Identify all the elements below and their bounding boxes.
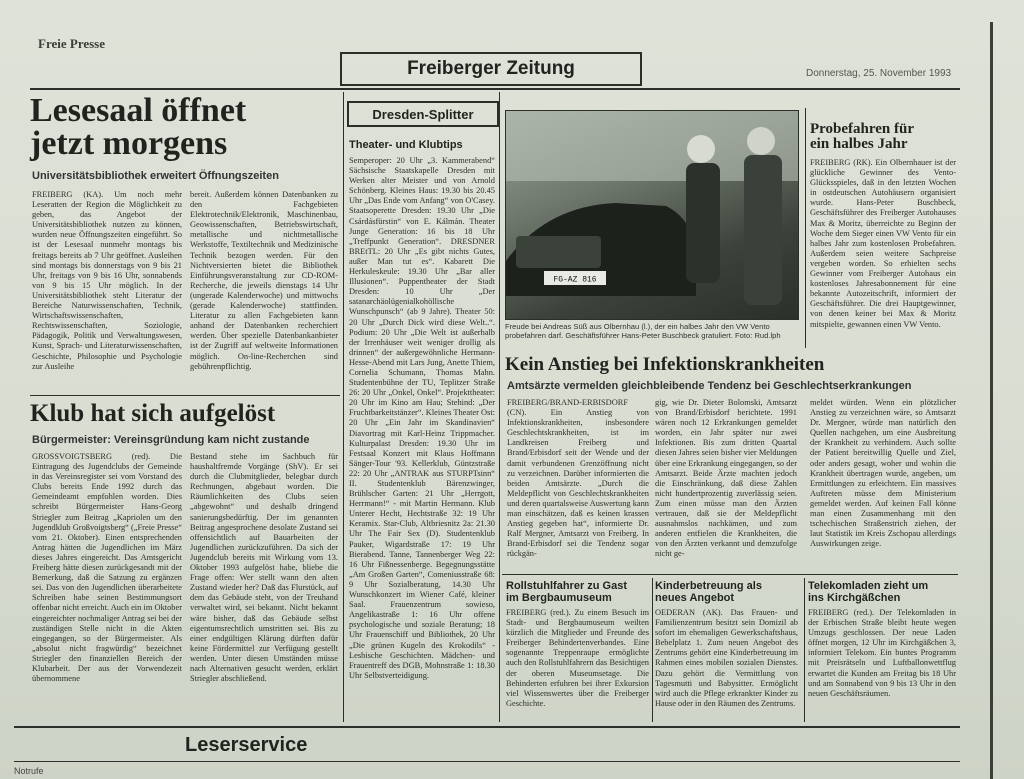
klub-column-2: Bestand stehe im Sachbuch für haushaltfremde Vorgänge (ShV). Er sei durch die Clubmitglieder, belegbar durch Rechnungen, abgebaut worden. Die Räumlichkeiten des Clubs seien „abgewohnt“ und deshalb dringend sanierungsbedürftig. Der im genannten Beitrag angesprochene desolate Zustand sei offensichtlich auf Bauarbeiten der Jugendlichen zurückzuführen. Da sich der Jugendclub bereits mit Wirkung vom 13. Oktober 1993 aufgelöst habe, bliebe die Frage offen: Wer stellt wann den alten Zustand wieder her? Daß das Flurstück, auf dem das Gebäude steht, von der Treuhand verwaltet wird, sei bekannt. Nicht bekannt wäre bisher, daß das Gebäude selbst eigentumsrechtlich umstritten sei. Bis zu einer endgültigen Klärung dürften dafür keine Fördermittel zur Verfügung gestellt werden. Unter diesen Umständen müsse nach Alternativen gesucht werden, erklärt Striegler abschließend. [190, 452, 338, 684]
infektion-column-3: meldet würden. Wenn ein plötzlicher Anstieg zu verzeichnen wäre, so Amtsarzt Dr. Mergner, würde man natürlich den Quellen nachgehen, um eine Ausbreitung der Krankheit zu verhindern. Auch sollte der Patient bereitwillig Quelle und Ziel, oder anders gesagt, woher und wohin die Krankheit übertragen wurde, angeben, um Ermittlungen zu erleichtern. Ein massives Auftreten müsse dem Ministerium gemeldet werden. Auf keinen Fall könne man einen Zusammenhang mit den tschechischen Straßenstrich ziehen, der laut Statistik im Kreis Zschopau allerdings Auswirkungen zeige. [810, 398, 956, 549]
telekom-headline-line2: ins Kirchgäßchen [808, 592, 901, 604]
klub-column-1: GROSSVOIGTSBERG (red). Die Eintragung des Jugendclubs der Gemeinde in das Vereinsregister sei vom Vorstand des Clubs bereits Ende 1992 durch das Gemeindeamt empfohlen worden. Dies schreibt Bürgermeister Hans-Georg Striegler zum Beitrag „Kapriolen um den Jugendklub Großvoigtsberg“ („Freie Presse“ vom 21. Oktober). Einen entsprechenden Antrag hätten die Jugendlichen im März dieses Jahres eingereicht. Das Amtsgericht Freiberg hätte diesen zurückgesandt mit der Bemerkung, daß die Satzung zu ergänzen sei. Das von den Jugendlichen überarbeitete Schreiben habe seinen Bestimmungsort offenbar nicht erreicht. Auch ein im Oktober eingereichter nochmaliger Antrag sei bei der zuständigen Stelle nicht in die Akten eingegangen, so der Bürgermeister. Als „absolut nicht fragwürdig“ bezeichnet Striegler den finanziellen Bereich der Klubarbeit. Der aus der Vorwendezeit übernommene [32, 452, 182, 684]
kinder-text: OEDERAN (AK). Das Frauen- und Familienzentrum besitzt sein Domizil ab sofort im ehemaligen Gewerkschaftshaus, Bebelplatz 1. Zum neuen Angebot des Zentrums gehört eine Kinderbetreuung im Rahmen eines mobilen sozialen Dienstes. Dazu gehört die Vermittlung von Tagesmutti und Babysitter. Ermöglicht wird auch die Pflege erkrankter Kinder zu Hause oder in den Räumen des Zentrums. [655, 608, 798, 708]
column-rule [343, 92, 344, 722]
divider [30, 395, 340, 396]
section-title: Freiberger Zeitung [340, 52, 642, 86]
kinder-headline-line1: Kinderbetreuung als [655, 580, 762, 592]
lesesaal-headline [30, 94, 330, 161]
lesesaal-subheadline: Universitätsbibliothek erweitert Öffnungszeiten [32, 170, 279, 182]
lesesaal-column-2: bereit. Außerdem können Datenbanken zu den Fachgebieten Elektrotechnik/Elektronik, Maschinenbau, Geowissenschaften, Betriebswirtschaft, metallische und nichtmetallische Werkstoffe, Textiltechnik und Medizinische Technik bezogen werden. Für den Nichtversierten bietet die Bibliothek Einführungsveranstaltung zur CD-ROM-Recherche, die jeweils dienstags 14 Uhr (ungerade Kalenderwoche) und mittwochs (gerade Kalenderwoche) stattfinden. Literatur zu allen Fachgebieten kann anhand der Datenbanken recherchiert werden. Über spezielle Datenbankanbieter ist der Zugriff auf weltweite Informationen möglich. On-line-Recherchen sind gebührenpflichtig. [190, 190, 338, 371]
paper-name: Freie Presse [38, 36, 106, 51]
klub-subheadline: Bürgermeister: Vereinsgründung kam nicht zustande [32, 434, 310, 446]
photo-caption: Freude bei Andreas Süß aus Olbernhau (l.), der ein halbes Jahr den VW Vento probefahren darf. Geschäftsführer Hans-Peter Buschbeck gratuliert. Foto: Rud.lph [505, 322, 781, 340]
probefahren-headline-line2: ein halbes Jahr [810, 136, 908, 152]
column-rule [652, 578, 653, 722]
lesesaal-headline-line1: Lesesaal öffnet [30, 92, 247, 129]
rollstuhl-headline [506, 580, 651, 604]
probefahren-headline [810, 122, 960, 152]
infektion-column-2: gig, wie Dr. Dieter Bolomski, Amtsarzt von Brand/Erbisdorf berichtete. 1991 wären noch 12 Erkrankungen gemeldet worden, ein Jahr später nur zwei Infektionen. Bis zum dritten Quartal diesen Jahres seien bisher vier Meldungen über eine Erkrankung eingegangen, so der Amtsarzt. Beide Ärzte machten jedoch die Einschränkung, daß diese Zahlen nicht hundertprozentig zuverlässig seien. Zum einen müsse man den Ärzten vertrauen, daß sie der Meldepflicht ausnahmslos nachkämen, und zum anderen entfielen die Krankheiten, die von den Ärzten verkannt und demzufolge nicht ge- [655, 398, 797, 559]
probefahren-text: FREIBERG (RK). Ein Olbernhauer ist der glückliche Gewinner des Vento-Glücksspieles, daß in den letzten Wochen in ostdeutschen Autohäusern organisiert wurde. Hans-Peter Buschbeck, Geschäftsführer des Freiberger Autohauses Max & Moritz, überreichte zu Beginn der Woche dem Sieger einen VW Vento für ein halbes Jahr zum kostenlosen Probefahren. Außerdem seien weitere Sachpreise vergeben worden. So erhielten sechs Gewinner vom Freiberger Autohaus ein kostenloses Jahresabonnement für eine bekannte Autozeitschrift, informiert der Geschäftsführer. Die drei Hauptgewinner, von denen keiner bei Max & Moritz mitspielte, gewannen einen VW Vento. [810, 158, 956, 329]
car-photo [505, 110, 799, 320]
svg-text:FG-AZ 816: FG-AZ 816 [553, 275, 597, 285]
splitter-listing: Semperoper: 20 Uhr „3. Kammerabend“ Sächsische Staatskapelle Dresden mit Werken alter Meister und von Arnold Schönberg. Kleines Haus: 19.30 bis 20.45 Uhr „Das Ende vom Anfang“ von O'Casey. Staatsoperette Dresden: 19.30 Uhr „Die Csárdásfürstin“ von E. Kálmán. Theater Junge Generation: 16 bis 18 Uhr „Treffpunkt Generation“. DRESDNER BREtTL: 20 Uhr „Es gibt nichts Gutes, außer Man tut es“. Kabarett Die Herkuleskeule: 19.30 Uhr „Bar aller Illusionen“. Puppentheater der Stadt Dresden: 10 Uhr „Der satanarchäolügenialkohöllische Wunschpunsch“ (ab 9 Jahre). Theater 50: 20 Uhr „Durch Dick wird diese Welt..“. Podium: 20 Uhr „Die Welt ist außerhalb der Irrenhäuser weit weniger drollig als drinnen“ der außergewöhnliche Hermann-Hesse-Abend mit Lars Jung, Anette Thiem, Cornelia Schumann, Thomas Mahn. Studentenbühne der TU, Teplitzer Straße 26: 20 Uhr „Onkel, Onkel“. Projekttheater: 20 Uhr im Kino am Hau; Stehind: „Der Fruchtbarkeitstänzer“. Kleines Theater Ost: 20 Uhr „Ein Jahr im Skandinavien“ Diavortrag mit Karl-Heinz Trippmacher. Kulturpalast Dresden: 19.30 Uhr im Festsaal Konzert mit Klaus Hoffmann Sänger-Tour '93. Kellerklub, Güntzstraße 22: 20 Uhr „ANTRAK aus STURPTsinn“ II. Studentenklub Bärenzwinger, Brühlscher Garten: 21 Uhr „Herrgott, Herrmann!“ - mit Martin Hermann. Klub Unterer Hecht, Hechtstraße 32: 19 Uhr Keramix. Star-Club, Altbriesnitz 2a: 21.30 Uhr The Fair Sex (D). Studentenklub Pauker, Wigardstraße 17: 19 Uhr Bierabend. Tanne, Tannenberger Weg 22: 16 Uhr Fißnessenberge. Begegnungsstätte „Am Großen Garten“, Comeniusstraße 68: 9 Uhr Sozialberatung, 14.30 Uhr Wunschkonzert im Wiener Café, kleiner Saal. Frauenzentrum sowieso, Angelikastraße 1: 16 Uhr offene psychologische und soziale Beratung; 18 Uhr Frauenschiff und Bibliothek, 20 Uhr „Die grünen Kugeln des Krokodils“ - Lesbische Geschichten. Mädchen- und Frauentreff des DGB, Mohnstraße 1: 18.30 Uhr Selbstverteidigung. [349, 156, 495, 680]
lesesaal-column-1: FREIBERG (KA). Um noch mehr Leseratten der Region die Möglichkeit zu geben, das Angebot der Universitätsbibliothek nutzen zu können, wurden neue Öffnungszeiten eingeführt. So ist der Lesesaal nunmehr montags bis freitags bereits ab 7 Uhr geöffnet. Ausleihen sind montags bis donnerstags von 9 bis 21 Uhr, freitags von 9 bis 16 Uhr, sonnabends von 9 bis 15 Uhr möglich. In der Universitätsbibliothek steht Literatur der Bereiche Naturwissenschaften, Technik, Wirtschaftswissenschaften, Rechtswissenschaften, Soziologie, Pädagogik, Politik und Verwaltungswesen, Kunst, Sprach- und Literaturwissenschaften, Geschichte, Philosophie und Psychologie zur Ausleihe [32, 190, 182, 371]
telekom-text: FREIBERG (red.). Der Telekomladen in der Erbischen Straße bleibt heute wegen Umzugs geschlossen. Der neue Laden öffnet morgen, 12 Uhr im Kirchgäßchen 3, informiert Telekom. Ein buntes Programm mit Preisrätseln und Luftballonwettflug erwartet die Kunden am Freitag bis 18 Uhr und am Sonnabend von 9 bis 13 Uhr in den neuen Geschäftsräumen. [808, 608, 956, 698]
infektion-column-1: FREIBERG/BRAND-ERBISDORF (CN). Ein Anstieg von Infektionskrankheiten, insbesondere Geschlechtskrankheiten, ist im Landkreisen Freiberg und Brand/Erbisdorf seit der Wende und der damit verbundenen Grenzöffnung nicht zu verzeichnen. Darüber informierten die beiden Amtsärzte. „Durch die Meldepflicht von Geschlechtskrankheiten und deren quartalsweise Auswertung kann man einschätzen, daß es keinen krassen Anstieg gegeben hat“, informierte Dr. Ralf Mergner, Amtsarzt von Freiberg. In Brand-Erbisdorf sei die Tendenz sogar rückgän- [507, 398, 649, 559]
footer-rule [14, 726, 960, 728]
klub-headline: Klub hat sich aufgelöst [30, 400, 276, 427]
splitter-box-title: Dresden-Splitter [347, 101, 499, 127]
column-rule [499, 92, 500, 722]
rollstuhl-headline-line2: im Bergbaumuseum [506, 592, 612, 604]
kinder-headline-line2: neues Angebot [655, 592, 735, 604]
infektion-headline: Kein Anstieg bei Infektionskrankheiten [505, 354, 825, 375]
divider [502, 574, 958, 575]
car-photo-illustration [506, 111, 798, 319]
telekom-headline-line1: Telekomladen zieht um [808, 580, 929, 592]
infektion-subheadline: Amtsärzte vermelden gleichbleibende Tendenz bei Geschlechtserkrankungen [507, 380, 912, 392]
telekom-headline [808, 580, 958, 604]
column-rule [804, 578, 805, 722]
kinder-headline [655, 580, 800, 604]
issue-date: Donnerstag, 25. November 1993 [806, 68, 952, 79]
rollstuhl-headline-line1: Rollstuhlfahrer zu Gast [506, 580, 628, 592]
lesesaal-headline-line2: jetzt morgens [30, 125, 228, 163]
splitter-section-title: Theater- und Klubtips [349, 139, 463, 151]
column-rule [805, 108, 806, 348]
footer-rule [14, 761, 960, 762]
rollstuhl-text: FREIBERG (red.). Zu einem Besuch im Stadt- und Bergbaumuseum weilten kürzlich die Mitglieder und Freunde des Freiberger Behindertenverbandes. Eine sogenannte Treppenraupe ermöglichte auch den Rollstuhlfahrern das Besichtigen der oberen Museumsetage. Die Behinderten erfuhren bei ihrer Exkursion viel Wissenswertes über die Freiberger Geschichte. [506, 608, 649, 708]
page-edge [990, 22, 993, 779]
leserservice-heading: Leserservice [185, 734, 308, 756]
masthead-rule [30, 88, 960, 90]
notrufe-label: Notrufe [14, 766, 44, 776]
probefahren-headline-line1: Probefahren für [810, 121, 915, 137]
